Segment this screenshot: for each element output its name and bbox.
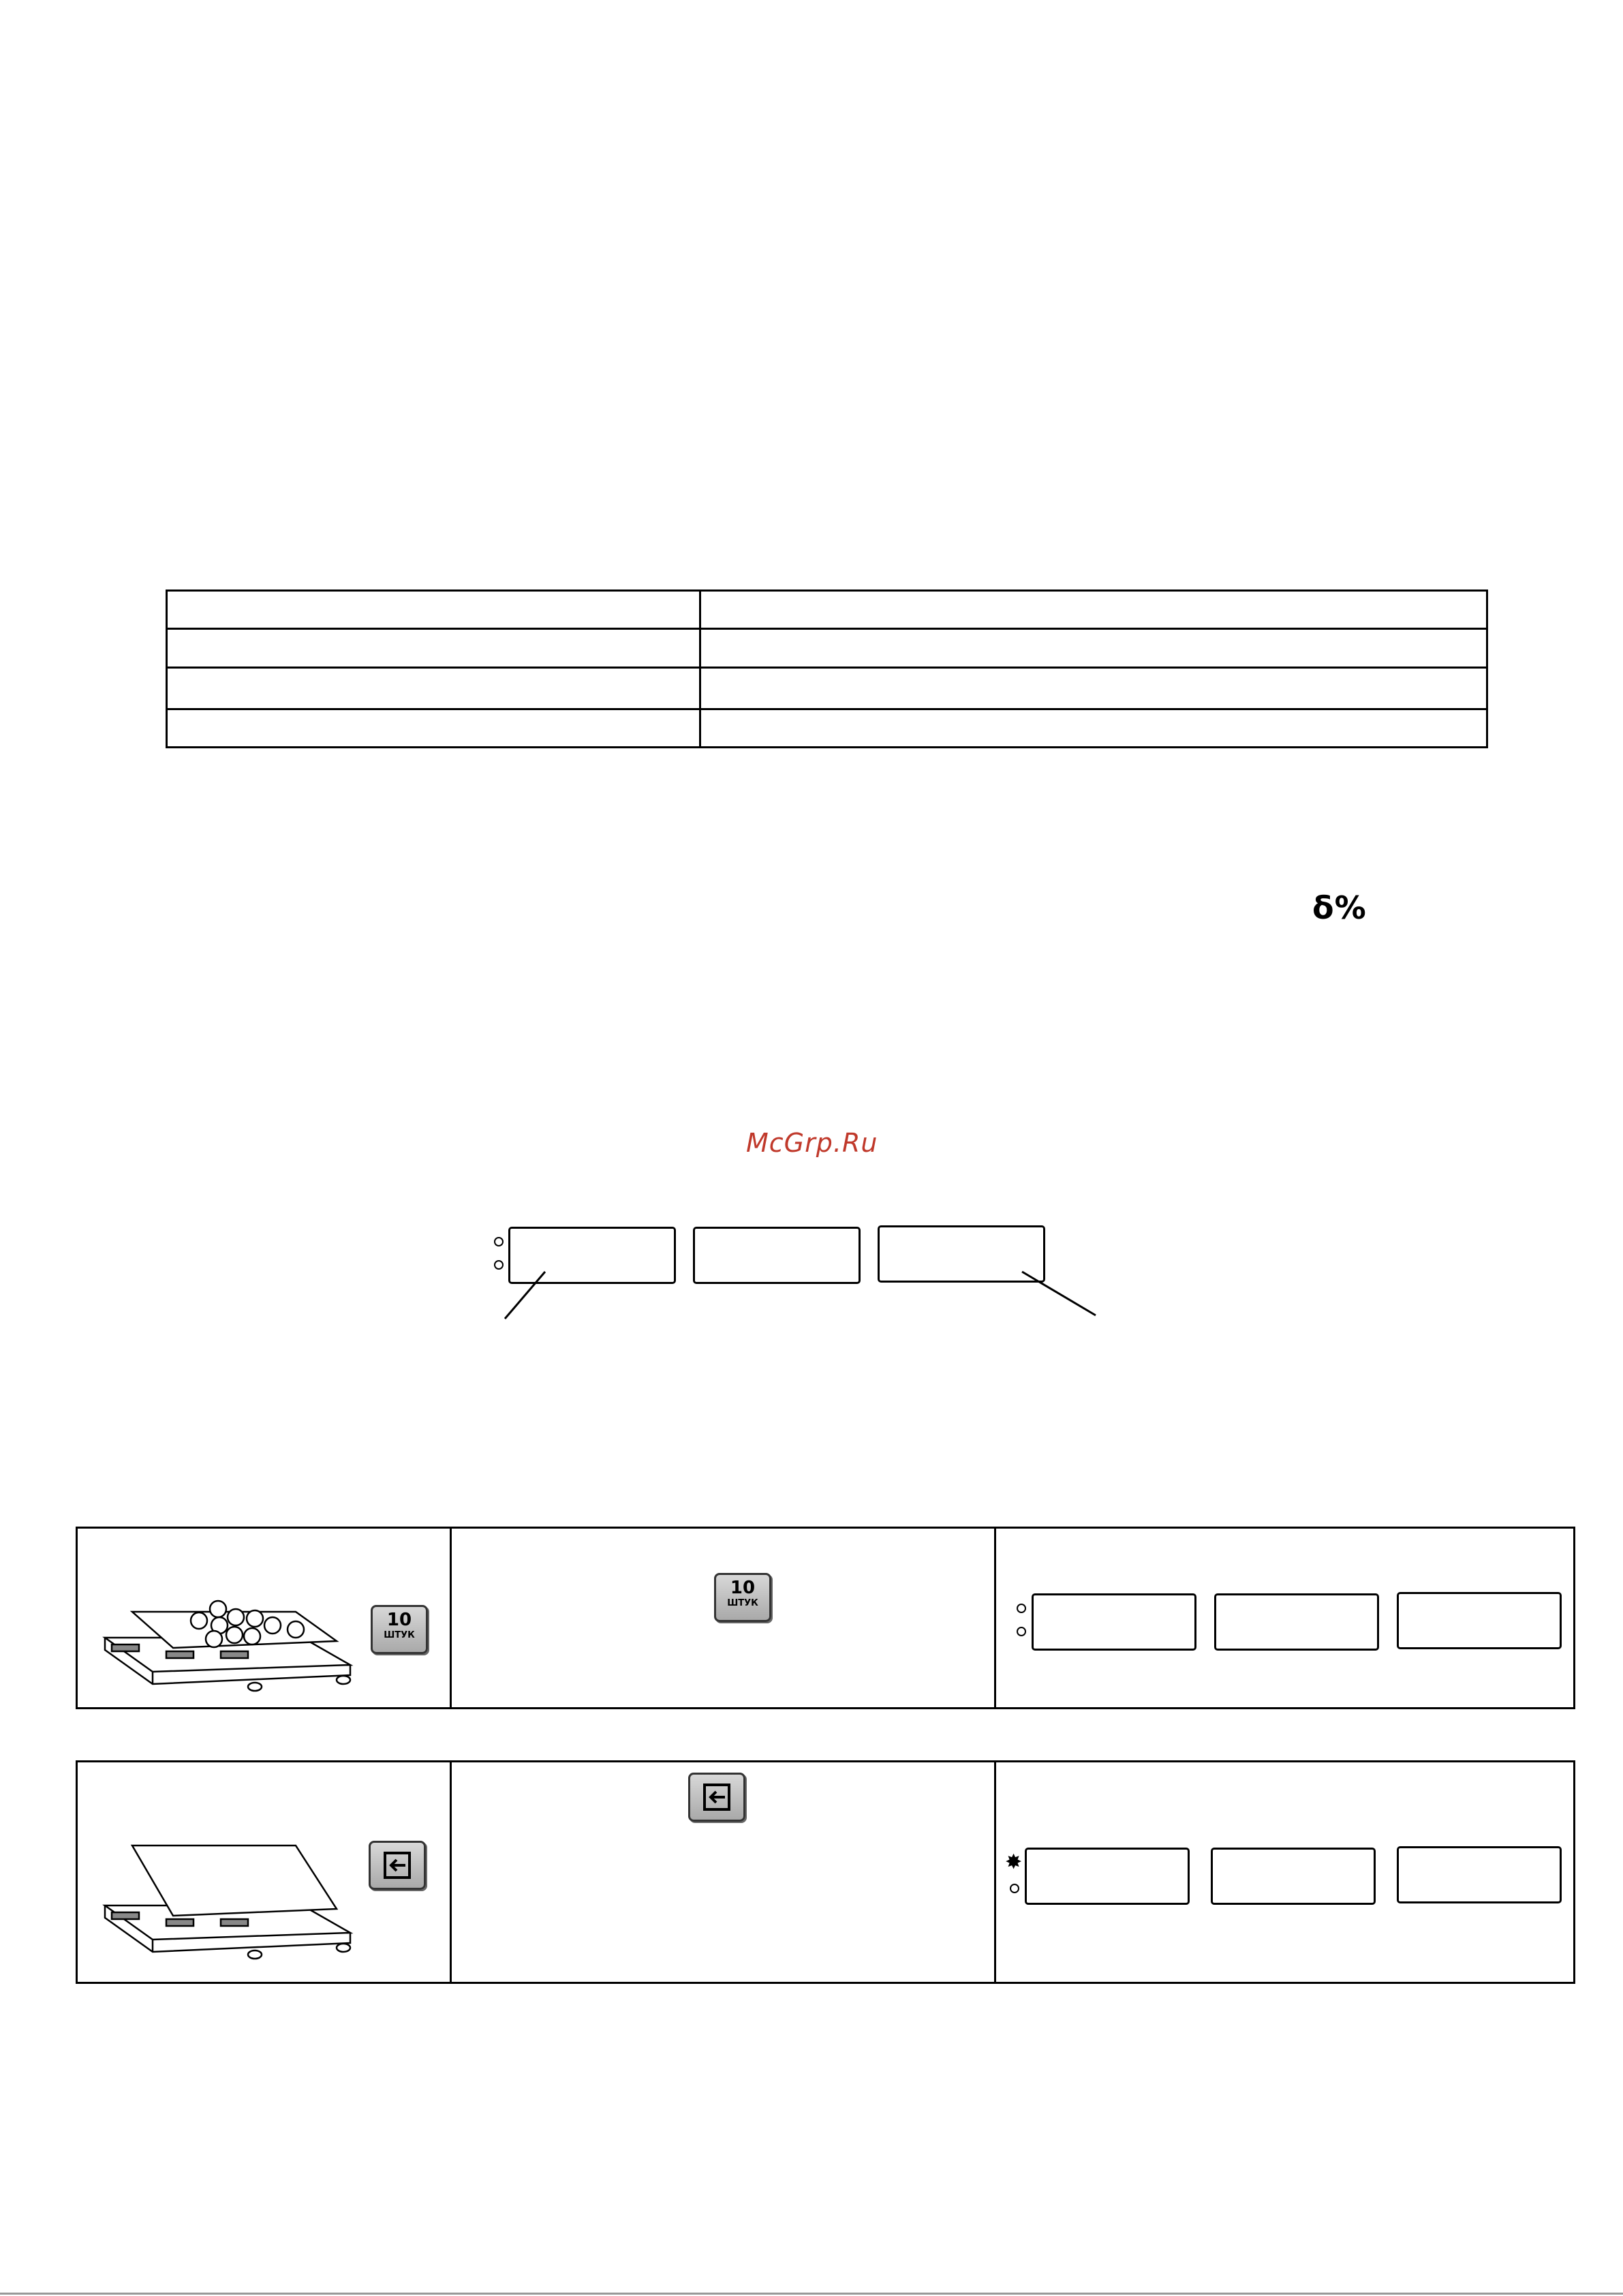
display-cell <box>995 1762 1575 1983</box>
count-display <box>1397 1846 1562 1903</box>
table-row <box>77 1528 1575 1709</box>
weight-display <box>1032 1593 1196 1651</box>
indicator-dot <box>1017 1604 1026 1613</box>
enter-key-icon <box>369 1841 426 1890</box>
watermark: McGrp.Ru <box>746 1128 878 1158</box>
page-edge <box>0 2293 1623 2295</box>
indicator-dot <box>1010 1884 1019 1893</box>
unit-weight-display <box>1214 1593 1379 1651</box>
delta-percent-symbol: δ% <box>1312 889 1367 926</box>
enter-key-icon <box>688 1773 745 1822</box>
scale-illustration-cell <box>77 1762 451 1983</box>
scale-illustration-cell <box>77 1528 451 1709</box>
display-cell <box>995 1528 1575 1709</box>
indicator-dot <box>1017 1627 1026 1636</box>
instruction-cell <box>451 1528 995 1709</box>
unit-weight-display <box>1211 1848 1376 1905</box>
ten-pieces-key-icon: 10 ШТУК <box>714 1573 771 1622</box>
step-table-count-sample <box>76 1527 1575 1709</box>
step-table-enter <box>76 1760 1575 1984</box>
weight-display <box>1025 1848 1190 1905</box>
blinking-indicator-icon: ✸ <box>1005 1850 1023 1874</box>
count-display <box>1397 1592 1562 1649</box>
table-row <box>77 1762 1575 1983</box>
instruction-cell <box>451 1762 995 1983</box>
ten-pieces-key-icon: 10 ШТУК <box>371 1605 428 1654</box>
